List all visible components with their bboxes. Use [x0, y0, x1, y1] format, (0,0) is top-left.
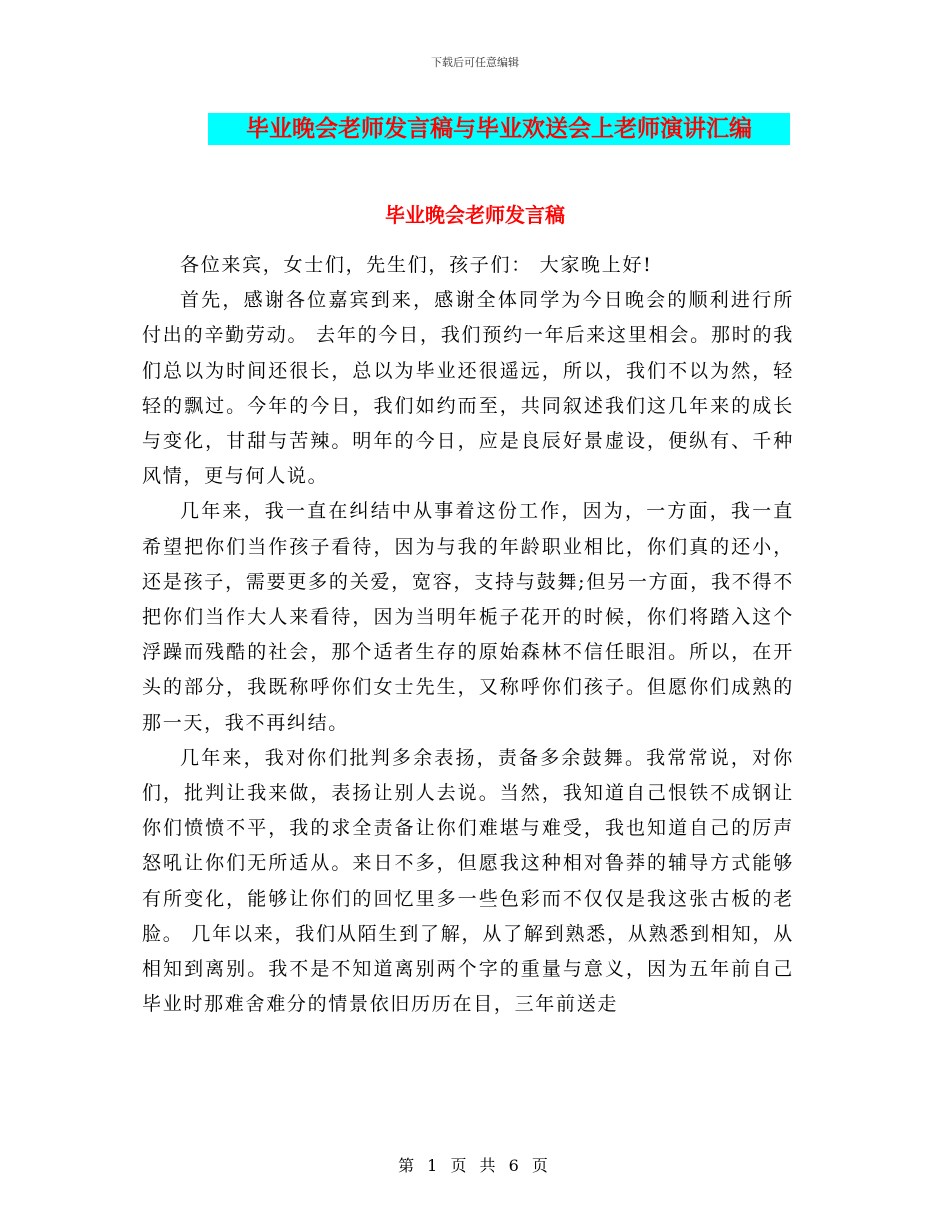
paragraph: 几年来，我一直在纠结中从事着这份工作，因为，一方面，我一直希望把你们当作孩子看待，因为与我的年龄职业相比，你们真的还小，还是孩子，需要更多的关爱，宽容，支持与鼓舞;但另一方面，我不得不把你们当作大人来看待，因为当明年栀子花开的时候，你们将踏入这个浮躁而残酷的社会，那个适者生存的原始森林不信任眼泪。所以，在开头的部分，我既称呼你们女士先生，又称呼你们孩子。但愿你们成熟的那一天，我不再纠结。	[142, 500, 794, 734]
header-note: 下载后可任意编辑	[431, 56, 519, 69]
paragraph: 几年来，我对你们批判多余表扬，责备多余鼓舞。我常常说，对你们，批判让我来做，表扬让别人去说。当然，我知道自己恨铁不成钢让你们愤愤不平，我的求全责备让你们难堪与难受，我也知道自己的厉声怒吼让你们无所适从。来日不多，但愿我这种相对鲁莽的辅导方式能够有所变化，能够让你们的回忆里多一些色彩而不仅仅是我这张古板的老脸。 几年以来，我们从陌生到了解，从了解到熟悉，从熟悉到相知，从相知到离别。我不是不知道离别两个字的重量与意义，因为五年前自己毕业时那难舍难分的情景依旧历历在目，三年前送走	[142, 746, 794, 1016]
main-title-container	[208, 113, 790, 145]
main-title: 毕业晚会老师发言稿与毕业欢送会上老师演讲汇编	[208, 113, 790, 145]
paragraph-greeting: 各位来宾，女士们，先生们，孩子们： 大家晚上好!	[180, 254, 653, 276]
paragraph: 首先，感谢各位嘉宾到来，感谢全体同学为今日晚会的顺利进行所付出的辛勤劳动。 去年的今日，我们预约一年后来这里相会。那时的我们总以为时间还很长，总以为毕业还很遥远，所以，我们不以为然，轻轻的飘过。今年的今日，我们如约而至，共同叙述我们这几年来的成长与变化，甘甜与苦辣。明年的今日，应是良辰好景虚设，便纵有、千种风情，更与何人说。	[142, 289, 794, 488]
document-body	[142, 248, 794, 1022]
sub-title: 毕业晚会老师发言稿	[385, 203, 565, 227]
page-number-footer: 第 1 页 共 6 页	[398, 1156, 552, 1175]
